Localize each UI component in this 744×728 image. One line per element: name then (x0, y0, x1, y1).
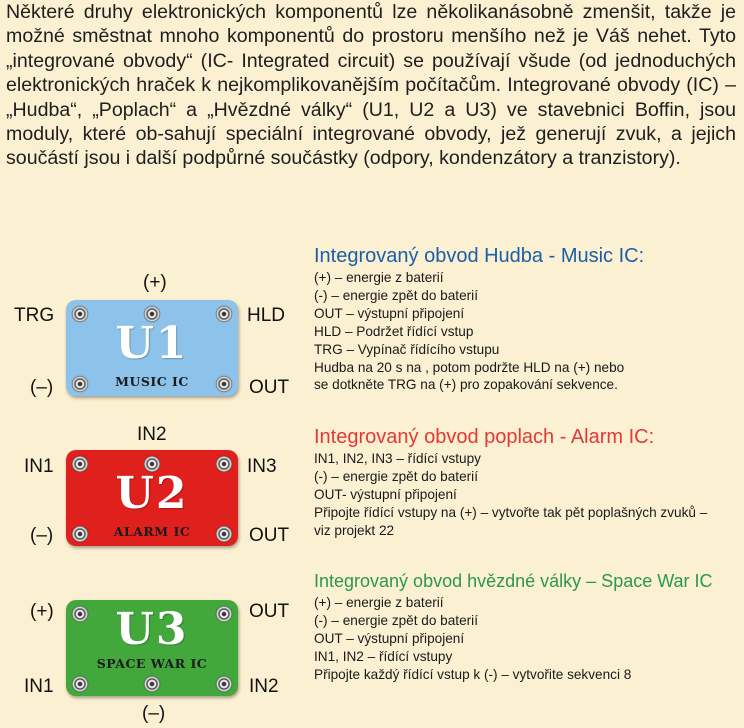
u3-description (314, 568, 713, 684)
u3-pin-left-bottom-label: IN1 (24, 676, 54, 697)
u1-pin-left-bottom-label: (–) (30, 377, 54, 398)
u1-pin-top-label: (+) (143, 272, 167, 293)
u1-chip-code: U1 (115, 318, 189, 369)
u1-line: OUT – výstupní připojení (314, 305, 465, 321)
u3-pin-right-bottom-label: IN2 (249, 676, 279, 697)
u3-chip-name: SPACE WAR IC (96, 656, 208, 671)
u2-pin-left-bottom-label: (–) (30, 525, 54, 546)
u3-line: (-) – energie zpět do baterií (314, 612, 478, 628)
u1-chip (66, 300, 238, 396)
u2-line: Připojte řídící vstupy na (+) – vytvořte tak pět poplašných zvuků – (314, 504, 708, 520)
intro-paragraph (6, 0, 736, 171)
u2-pin-top-label: IN2 (137, 424, 167, 445)
u3-pin-bottom-label: (–) (142, 703, 166, 724)
u3-line: (+) – energie z baterií (314, 595, 444, 610)
u3-pin-right-top-label: OUT (249, 601, 290, 622)
u1-pin-right-bottom-label: OUT (249, 377, 290, 398)
u3-title: Integrovaný obvod hvězdné války – Space War IC (314, 571, 713, 591)
u2-pin-right-bottom-label: OUT (249, 525, 290, 546)
u3-pin-left-top-label: (+) (30, 601, 54, 622)
u1-pin-right-top-label: HLD (247, 305, 286, 326)
u2-description (314, 424, 707, 540)
snap-connector-icon (216, 676, 232, 692)
u2-line: IN1, IN2, IN3 – řídící vstupy (314, 451, 481, 466)
u1-line: (+) – energie z baterií (314, 270, 444, 285)
u2-pin-left-top-label: IN1 (24, 456, 54, 477)
snap-connector-icon (72, 676, 88, 692)
u2-line: (-) – energie zpět do baterií (314, 468, 478, 484)
u3-chip (66, 600, 238, 696)
u2-chip-name: ALARM IC (113, 524, 191, 539)
u3-line: OUT – výstupní připojení (314, 630, 465, 646)
u1-line: HLD – Podržet řídící vstup (314, 323, 474, 339)
u1-line: TRG – Vypínač řídícího vstupu (314, 341, 500, 357)
intro-text: Některé druhy elektronických komponentů lze několikanásobně zmenšit, takže je možné směstnat mnoho komponentů do prostoru menšího než je Váš nehet. Tyto „integrované obvody“ (IC- Integrated circuit) se používají všude (od jednoduchých elektronických hraček k nejkomplikovanějším počítačům. Integrované obvody (IC) – „Hudba“, „Poplach“ a „Hvězdné války“ (U1, U2 a U3) ve stavebnici Boffin, jsou moduly, které ob-sahují speciální integrované obvody, jež generují zvuk, a jejich součástí jsou i další podpůrné součástky (odpory, kondenzátory a tranzistory). (6, 1, 736, 170)
u2-line: OUT- výstupní připojení (314, 486, 457, 502)
snap-connector-icon (144, 676, 160, 692)
u2-chip-code: U2 (115, 468, 189, 519)
u3-line: Připojte každý řídící vstup k (-) – vytvořite sekvenci 8 (314, 666, 632, 682)
u1-line: Hudba na 20 s na , potom podržte HLD na (+) nebo (314, 359, 625, 375)
u1-description (314, 243, 644, 394)
u1-line: se dotkněte TRG na (+) pro zopakování sekvence. (314, 377, 618, 393)
u2-pin-right-top-label: IN3 (247, 456, 277, 477)
u1-line: (-) – energie zpět do baterií (314, 287, 478, 303)
u1-title: Integrovaný obvod Hudba - Music IC: (314, 245, 645, 267)
u3-line: IN1, IN2 – řídící vstupy (314, 648, 453, 664)
u3-chip-code: U3 (115, 604, 189, 655)
u2-line: viz projekt 22 (314, 522, 395, 538)
u1-chip-name: MUSIC IC (115, 374, 189, 389)
u1-pin-left-top-label: TRG (14, 305, 55, 326)
u2-chip (66, 450, 238, 546)
u2-title: Integrovaný obvod poplach - Alarm IC: (314, 426, 655, 448)
